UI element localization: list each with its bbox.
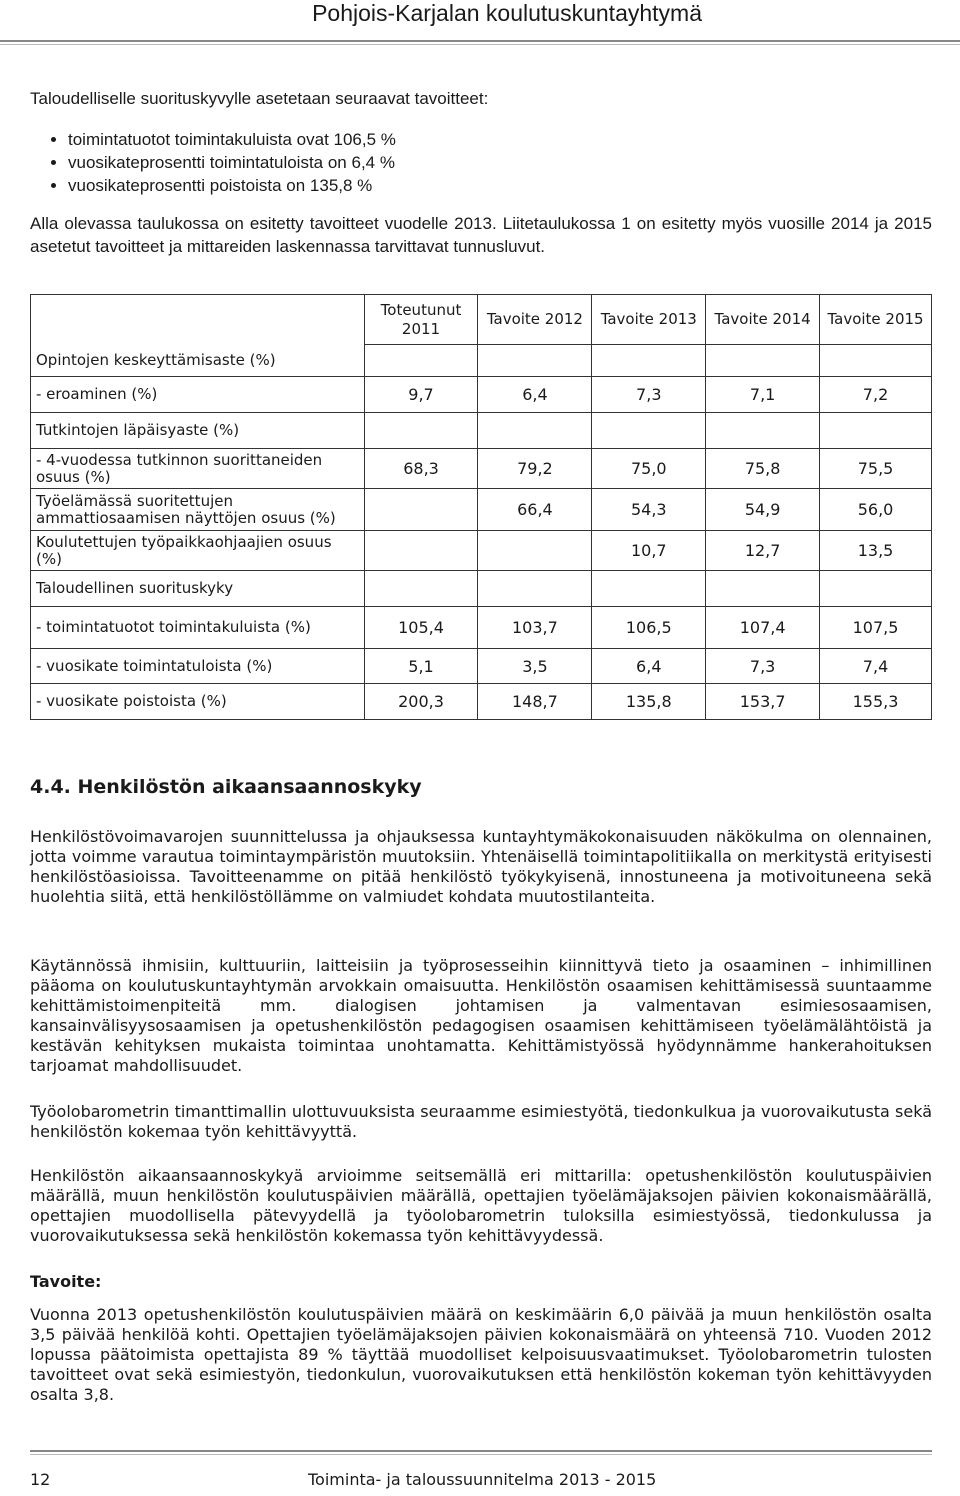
row-label: Tutkintojen läpäisyaste (%) xyxy=(31,413,365,449)
header-cell: Toteutunut 2011 xyxy=(364,295,478,345)
header-cell: Tavoite 2013 xyxy=(592,295,706,345)
header-divider-thin xyxy=(0,44,960,45)
value-cell xyxy=(820,413,932,449)
value-cell: 200,3 xyxy=(364,684,478,720)
section-paragraph: Henkilöstövoimavarojen suunnittelussa ja ohjauksessa kuntayhtymäkokonaisuuden näkökulma on olennainen, jotta voimme varautua toimintaympäristön muutoksiin. Yhtenäisellä toimintapolitiikalla on merkitystä erityisesti henkilöstöasioissa. Tavoitteenamme on pitää henkilöstö työkykyisenä, innostuneena ja motivoituneena sekä huolehtia siitä, että henkilöstöllämme on valmiudet kohdata muutostilanteita. xyxy=(30,827,932,906)
header-cell: Tavoite 2014 xyxy=(706,295,820,345)
table-row xyxy=(31,571,932,607)
value-cell: 153,7 xyxy=(706,684,820,720)
table-row xyxy=(31,413,932,449)
value-cell: 7,2 xyxy=(820,377,932,413)
row-label: Työelämässä suoritettujen ammattiosaamisen näyttöjen osuus (%) xyxy=(31,489,365,531)
table-row xyxy=(31,649,932,684)
table-row xyxy=(31,449,932,489)
value-cell: 5,1 xyxy=(364,649,478,684)
row-label: - toimintatuotot toimintakuluista (%) xyxy=(31,607,365,649)
row-label: Taloudellinen suorituskyky xyxy=(31,571,365,607)
value-cell: 107,4 xyxy=(706,607,820,649)
value-cell: 106,5 xyxy=(592,607,706,649)
footer-divider-thin xyxy=(30,1454,932,1455)
table-header-row xyxy=(31,295,932,345)
section-paragraph: Henkilöstön aikaansaannoskykyä arvioimme seitsemällä eri mittarilla: opetushenkilöstön koulutuspäivien määrällä, muun henkilöstön koulutuspäivien määrällä, opettajien työelämäjaksojen päivien kokonaismäärällä, opettajien muodollisella pätevyydellä ja työolobarometrin tuloksilla esimiestyössä, tiedonkulussa ja vuorovaikutuksessa sekä henkilöstön kokemassa työn kehittävyydessä. xyxy=(30,1166,932,1245)
value-cell: 105,4 xyxy=(364,607,478,649)
value-cell xyxy=(820,345,932,377)
value-cell xyxy=(706,345,820,377)
goals-table xyxy=(30,294,932,720)
header-title: Pohjois-Karjalan koulutuskuntayhtymä xyxy=(312,0,702,26)
value-cell: 68,3 xyxy=(364,449,478,489)
table-row xyxy=(31,531,932,571)
row-label: - eroaminen (%) xyxy=(31,377,365,413)
value-cell xyxy=(364,345,478,377)
bullet-item: • vuosikateprosentti toimintatuloista on 6,4 % xyxy=(68,151,396,174)
intro-text: Taloudelliselle suorituskyvylle asetetaan seuraavat tavoitteet: xyxy=(30,89,489,108)
table-row xyxy=(31,684,932,720)
value-cell xyxy=(364,531,478,571)
value-cell: 6,4 xyxy=(592,649,706,684)
value-cell xyxy=(478,413,592,449)
value-cell xyxy=(592,571,706,607)
section-heading: 4.4. Henkilöstön aikaansaannoskyky xyxy=(30,776,422,798)
value-cell: 66,4 xyxy=(478,489,592,531)
page-number: 12 xyxy=(30,1470,51,1489)
value-cell: 54,9 xyxy=(706,489,820,531)
value-cell: 7,1 xyxy=(706,377,820,413)
header-cell: Tavoite 2012 xyxy=(478,295,592,345)
value-cell xyxy=(364,571,478,607)
value-cell: 103,7 xyxy=(478,607,592,649)
value-cell: 56,0 xyxy=(820,489,932,531)
value-cell: 135,8 xyxy=(592,684,706,720)
value-cell: 12,7 xyxy=(706,531,820,571)
value-cell xyxy=(478,345,592,377)
goal-bullet-list xyxy=(42,128,396,197)
row-label: Opintojen keskeyttämisaste (%) xyxy=(36,351,276,369)
value-cell: 7,3 xyxy=(706,649,820,684)
table-row xyxy=(31,377,932,413)
row-label: - vuosikate toimintatuloista (%) xyxy=(31,649,365,684)
value-cell: 7,4 xyxy=(820,649,932,684)
value-cell xyxy=(364,489,478,531)
value-cell xyxy=(364,413,478,449)
value-cell: 155,3 xyxy=(820,684,932,720)
value-cell: 107,5 xyxy=(820,607,932,649)
value-cell: 10,7 xyxy=(592,531,706,571)
value-cell xyxy=(706,413,820,449)
bullet-item: • toimintatuotot toimintakuluista ovat 106,5 % xyxy=(68,128,396,151)
header-cell-empty xyxy=(31,295,365,377)
table-intro-paragraph: Alla olevassa taulukossa on esitetty tavoitteet vuodelle 2013. Liitetaulukossa 1 on esitetty myös vuosille 2014 ja 2015 asetetut tavoitteet ja mittareiden laskennassa tarvittavat tunnusluvut. xyxy=(30,214,932,256)
value-cell xyxy=(592,413,706,449)
value-cell: 7,3 xyxy=(592,377,706,413)
value-cell: 13,5 xyxy=(820,531,932,571)
row-label: Koulutettujen työpaikkaohjaajien osuus (%) xyxy=(31,531,365,571)
value-cell xyxy=(478,531,592,571)
header-divider xyxy=(0,40,960,42)
footer-divider xyxy=(30,1450,932,1452)
footer-title: Toiminta- ja taloussuunnitelma 2013 - 2015 xyxy=(308,1470,657,1489)
value-cell: 6,4 xyxy=(478,377,592,413)
section-paragraph: Käytännössä ihmisiin, kulttuuriin, laitteisiin ja työprosesseihin kiinnittyvä tieto ja osaaminen – inhimillinen pääoma on koulutuskuntayhtymän arvokkain omaisuutta. Henkilöstön osaamisen kehittämisessä suuntaamme kehittämistoimenpiteitä mm. dialogisen johtamisen ja valmentavan esimiesosaamisen, kansainvälisyysosaamisen ja opetushenkilöstön pedagogisen osaamisen kehittämiseen työelämälähtöistä ja kestävän kehityksen mukaista toimintaa unohtamatta. Kehittämistyössä hyödynnämme hankerahoituksen tarjoamat mahdollisuudet. xyxy=(30,956,932,1075)
goal-paragraph: Vuonna 2013 opetushenkilöstön koulutuspäivien määrä on keskimäärin 6,0 päivää ja muun henkilöstön osalta 3,5 päivää henkilöä kohti. Opettajien työelämäjaksojen päivien kokonaismäärä on yhteensä 710. Vuoden 2012 lopussa päätoimista opettajista 89 % täyttää muodolliset kelpoisuusvaatimukset. Työolobarometrin tulosten tavoitteet ovat sekä esimiestyön, tiedonkulun, vuorovaikutuksen että henkilöstön kokeman työn kehittävyyden osalta 3,8. xyxy=(30,1305,932,1404)
row-label: - 4-vuodessa tutkinnon suorittaneiden osuus (%) xyxy=(31,449,365,489)
value-cell: 75,5 xyxy=(820,449,932,489)
table-row xyxy=(31,607,932,649)
value-cell xyxy=(478,571,592,607)
section-paragraph: Työolobarometrin timanttimallin ulottuvuuksista seuraamme esimiestyötä, tiedonkulkua ja vuorovaikutusta sekä henkilöstön kokemaa työn kehittävyyttä. xyxy=(30,1102,932,1141)
header-cell: Tavoite 2015 xyxy=(820,295,932,345)
value-cell: 148,7 xyxy=(478,684,592,720)
row-label: - vuosikate poistoista (%) xyxy=(31,684,365,720)
value-cell xyxy=(820,571,932,607)
value-cell xyxy=(706,571,820,607)
bullet-item: • vuosikateprosentti poistoista on 135,8 % xyxy=(68,174,396,197)
value-cell: 3,5 xyxy=(478,649,592,684)
table-row xyxy=(31,489,932,531)
value-cell: 75,0 xyxy=(592,449,706,489)
value-cell: 75,8 xyxy=(706,449,820,489)
value-cell: 9,7 xyxy=(364,377,478,413)
goal-label: Tavoite: xyxy=(30,1272,102,1291)
value-cell: 54,3 xyxy=(592,489,706,531)
value-cell: 79,2 xyxy=(478,449,592,489)
value-cell xyxy=(592,345,706,377)
